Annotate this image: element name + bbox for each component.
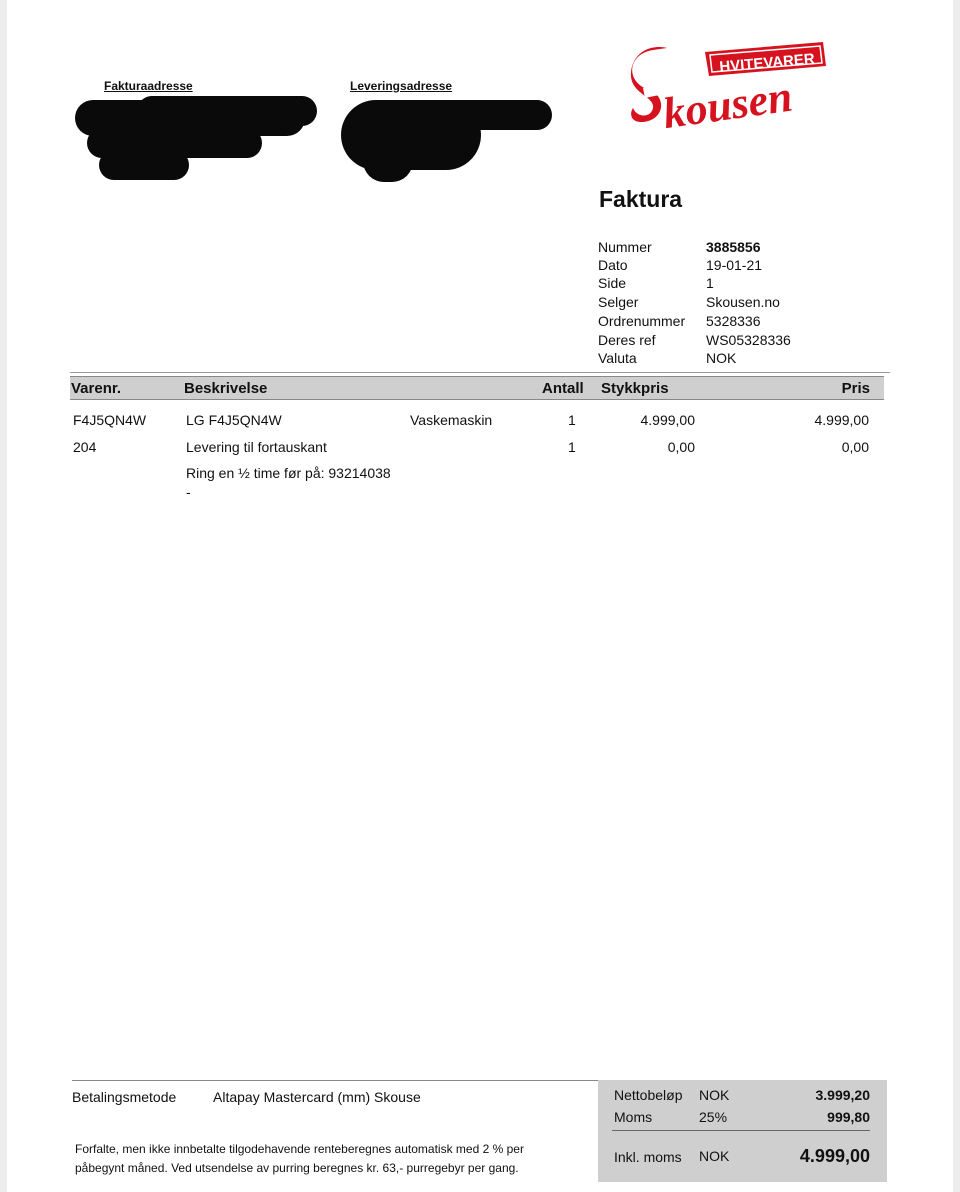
meta-label-nummer: Nummer — [598, 239, 652, 255]
meta-label-dato: Dato — [598, 257, 628, 273]
cell-beskrivelse: LG F4J5QN4W — [186, 412, 282, 428]
meta-value-ordrenummer: 5328336 — [706, 313, 761, 329]
cell-antall: 1 — [568, 412, 576, 428]
invoice-title: Faktura — [599, 186, 683, 212]
payment-method-value: Altapay Mastercard (mm) Skouse — [213, 1089, 421, 1105]
col-pris: Pris — [841, 380, 870, 397]
col-varenr: Varenr. — [71, 380, 122, 397]
meta-value-dato: 19-01-21 — [706, 257, 763, 273]
invoice-page — [7, 0, 953, 1192]
meta-label-selger: Selger — [598, 294, 639, 310]
total-label: Inkl. moms — [614, 1149, 682, 1165]
cell-varenr: 204 — [73, 439, 97, 455]
delivery-note: Ring en ½ time før på: 93214038 — [186, 465, 391, 481]
netto-currency: NOK — [699, 1087, 730, 1103]
meta-value-side: 1 — [706, 275, 714, 291]
cell-pris: 0,00 — [841, 439, 869, 455]
moms-value: 999,80 — [827, 1109, 870, 1125]
delivery-address-label: Leveringsadresse — [350, 79, 453, 93]
cell-stykkpris: 4.999,00 — [640, 412, 695, 428]
svg-text:kousen: kousen — [660, 71, 796, 139]
netto-label: Nettobeløp — [614, 1087, 683, 1103]
meta-value-deres-ref: WS05328336 — [706, 332, 791, 348]
cell-pris: 4.999,00 — [814, 412, 869, 428]
cell-varenr: F4J5QN4W — [73, 412, 147, 428]
moms-rate: 25% — [699, 1109, 728, 1125]
terms-text-line1: Forfalte, men ikke innbetalte tilgodehavende renteberegnes automatisk med 2 % per — [75, 1142, 524, 1156]
totals-divider — [612, 1130, 870, 1131]
moms-label: Moms — [614, 1109, 653, 1125]
col-beskrivelse: Beskrivelse — [184, 380, 268, 397]
note-dash: - — [186, 484, 191, 500]
logo-top-text: HVITEVARER — [718, 50, 816, 76]
meta-label-side: Side — [598, 275, 627, 291]
cell-antall: 1 — [568, 439, 576, 455]
terms-text-line2: påbegynt måned. Ved utsendelse av purring beregnes kr. 63,- purregebyr per gang. — [75, 1161, 519, 1175]
totals-box — [598, 1080, 887, 1182]
meta-label-valuta: Valuta — [598, 350, 637, 366]
meta-value-selger: Skousen.no — [706, 294, 780, 310]
skousen-logo — [623, 36, 827, 140]
col-stykkpris: Stykkpris — [601, 380, 669, 397]
meta-value-nummer: 3885856 — [706, 239, 761, 255]
cell-kategori: Vaskemaskin — [410, 412, 493, 428]
meta-label-deres-ref: Deres ref — [598, 332, 656, 348]
total-currency: NOK — [699, 1148, 730, 1164]
col-antall: Antall — [542, 380, 584, 397]
meta-label-ordrenummer: Ordrenummer — [598, 313, 686, 329]
billing-address-label: Fakturaadresse — [104, 79, 193, 93]
total-value: 4.999,00 — [799, 1146, 870, 1166]
cell-stykkpris: 0,00 — [667, 439, 695, 455]
divider — [70, 372, 890, 373]
netto-value: 3.999,20 — [815, 1087, 870, 1103]
table-header — [70, 376, 884, 400]
payment-method-label: Betalingsmetode — [72, 1089, 177, 1105]
cell-beskrivelse: Levering til fortauskant — [186, 439, 327, 455]
meta-value-valuta: NOK — [706, 350, 737, 366]
